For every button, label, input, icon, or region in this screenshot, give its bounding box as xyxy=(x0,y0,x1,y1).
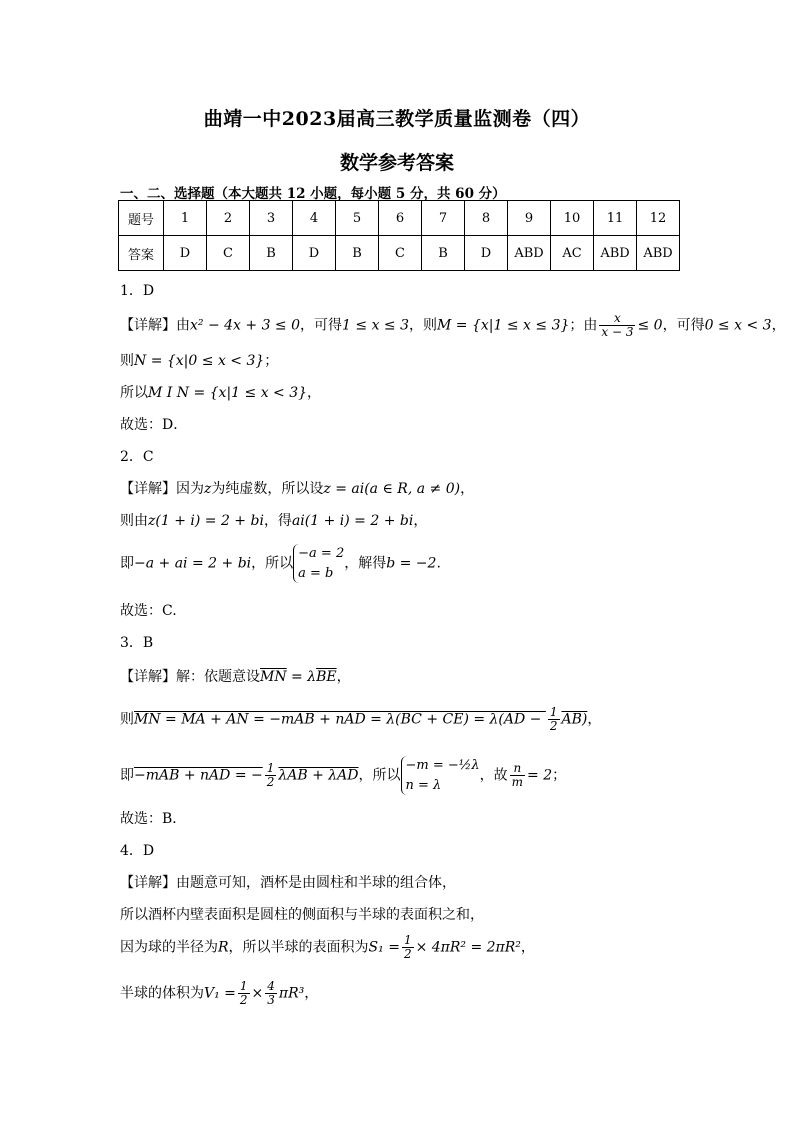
q1-math: 1 ≤ x ≤ 3 xyxy=(342,317,410,334)
system-row: a = b xyxy=(298,565,334,581)
table-cell: 9 xyxy=(508,201,551,236)
q3-equation-system xyxy=(401,756,480,795)
q3-math: = 2 xyxy=(527,767,553,784)
fraction-numerator: 1 xyxy=(239,979,248,993)
page-title: 曲靖一中2023届高三教学质量监测卷（四） xyxy=(203,108,591,130)
q1-math: M I N = {x|1 ≤ x < 3} xyxy=(148,385,308,401)
fraction-numerator: 1 xyxy=(403,933,412,947)
q1-text: 【详解】由 xyxy=(120,317,190,334)
table-cell: 7 xyxy=(422,201,465,236)
table-cell: 8 xyxy=(465,201,508,236)
table-cell: 5 xyxy=(336,201,379,236)
table-cell: B xyxy=(336,236,379,271)
q4-fraction xyxy=(265,980,277,1007)
table-cell: 12 xyxy=(637,201,680,236)
fraction-denominator: m xyxy=(511,775,524,789)
q3-text: ； xyxy=(552,767,567,784)
q2-math: z xyxy=(204,481,212,497)
q1-text: ， xyxy=(771,317,786,334)
q4-text: 半球的体积为 xyxy=(120,985,204,1002)
system-row: n = λ xyxy=(405,777,442,793)
q3-fraction xyxy=(548,706,560,733)
q4-math: R xyxy=(218,939,229,956)
q3-math: MN = MA + AN = −mAB + nAD = λ(BC + CE) = λ(AD − xyxy=(134,711,546,728)
q2-math: ai(1 + i) = 2 + bi xyxy=(291,513,414,529)
section-heading: 一、二、选择题（本大题共 12 小题，每小题 5 分，共 60 分） xyxy=(120,186,506,202)
q3-vector: $\overline{BE}$ xyxy=(316,669,337,685)
q3-math: λAB + λAD xyxy=(278,767,359,784)
q3-math: AB) xyxy=(561,711,588,728)
q2-text: 则由 xyxy=(120,513,148,529)
q4-line3 xyxy=(120,934,535,961)
q4-text: ，所以半球的表面积为 xyxy=(228,939,369,956)
q1-line1 xyxy=(120,312,786,339)
q4-math: × 4πR² = 2πR² xyxy=(415,939,521,956)
q3-math: = λ xyxy=(286,669,317,685)
q2-conclusion: 故选：C. xyxy=(120,603,177,619)
fraction-denominator: 2 xyxy=(403,947,412,962)
fraction-denominator: x − 3 xyxy=(601,325,634,340)
q3-math: −mAB + nAD = − xyxy=(134,767,263,784)
q3-fraction xyxy=(510,762,525,789)
q1-text: ，可得 xyxy=(662,317,705,334)
table-cell: ABD xyxy=(594,236,637,271)
table-cell: 4 xyxy=(293,201,336,236)
q2-line3 xyxy=(120,544,441,583)
q1-conclusion: 故选：D． xyxy=(120,417,188,433)
page-subtitle: 数学参考答案 xyxy=(339,152,454,174)
fraction-denominator: 2 xyxy=(266,775,275,789)
q1-text: ； xyxy=(264,353,279,369)
table-cell: AC xyxy=(551,236,594,271)
q2-text: 为纯虚数，所以设 xyxy=(211,481,324,497)
q3-fraction xyxy=(265,762,277,789)
q3-vector: $\overline{MN}$ xyxy=(260,669,287,685)
fraction-numerator: x xyxy=(599,312,635,326)
q3-line3 xyxy=(120,756,566,795)
fraction-denominator: 3 xyxy=(267,993,275,1008)
q4-text: 因为球的半径为 xyxy=(120,939,218,956)
table-cell: 10 xyxy=(551,201,594,236)
q3-text: 即 xyxy=(120,767,134,784)
q4-line4 xyxy=(120,980,318,1007)
table-cell: B xyxy=(422,236,465,271)
table-cell: 3 xyxy=(250,201,293,236)
table-row-numbers xyxy=(119,201,680,236)
q4-line2: 所以酒杯内壁表面积是圆柱的侧面积与半球的表面积之和， xyxy=(120,907,484,923)
table-cell: 6 xyxy=(379,201,422,236)
q1-line3 xyxy=(120,382,321,402)
q1-text: ， xyxy=(307,385,322,401)
fraction-numerator: n xyxy=(510,762,525,776)
q1-heading: 1．D xyxy=(120,283,155,299)
q1-text: ，可得 xyxy=(300,317,343,334)
q3-text: ， xyxy=(336,669,351,685)
q2-text: . xyxy=(436,555,441,572)
q3-line1 xyxy=(120,666,351,686)
q1-math: ≤ 0 xyxy=(637,317,663,334)
q2-text: ，得 xyxy=(263,513,292,529)
table-header-cell: 题号 xyxy=(119,201,164,236)
q3-text: ，所以 xyxy=(358,767,401,784)
q3-text: 则 xyxy=(120,711,134,728)
q2-math: −a + ai = 2 + bi xyxy=(134,555,252,572)
q2-heading: 2．C xyxy=(120,449,154,465)
q2-math: z = ai(a ∈ R, a ≠ 0) xyxy=(323,481,461,497)
q3-conclusion: 故选：B． xyxy=(120,811,187,827)
q3-line2 xyxy=(120,706,601,733)
fraction-denominator: 2 xyxy=(549,719,558,734)
q1-text: ，则 xyxy=(409,317,438,334)
q2-text: ，所以 xyxy=(251,555,294,572)
fraction-denominator: 2 xyxy=(239,993,248,1008)
q1-line2 xyxy=(120,350,278,370)
q4-math: V₁ = xyxy=(204,985,236,1002)
system-row: −m = −½λ xyxy=(405,758,480,773)
q1-fraction xyxy=(599,312,635,339)
q2-math: b = −2 xyxy=(386,555,437,572)
q4-heading: 4．D xyxy=(120,843,155,859)
q2-text: 【详解】因为 xyxy=(120,481,204,497)
q4-fraction xyxy=(238,980,250,1007)
q3-text: ， xyxy=(587,711,602,728)
q2-line2 xyxy=(120,510,427,530)
answer-table xyxy=(118,200,680,271)
q4-fraction xyxy=(402,934,414,961)
q2-line1 xyxy=(120,478,474,498)
q1-text: 所以 xyxy=(120,385,148,401)
q4-math: × xyxy=(251,985,264,1002)
table-cell: ABD xyxy=(508,236,551,271)
q1-text: ；由 xyxy=(569,317,598,334)
table-cell: ABD xyxy=(637,236,680,271)
table-cell: B xyxy=(250,236,293,271)
q1-math: N = {x|0 ≤ x < 3} xyxy=(134,353,265,369)
table-cell: D xyxy=(164,236,207,271)
q3-text: 【详解】解：依题意设 xyxy=(120,669,260,685)
q2-math: z(1 + i) = 2 + bi xyxy=(148,513,264,529)
q1-math: M = {x|1 ≤ x ≤ 3} xyxy=(437,317,570,334)
fraction-numerator: 1 xyxy=(266,760,275,775)
q3-heading: 3．B xyxy=(120,635,154,651)
fraction-numerator: 4 xyxy=(267,979,275,993)
q2-text: ， xyxy=(460,481,475,497)
q1-text: 则 xyxy=(120,353,134,369)
table-row-answers xyxy=(119,236,680,271)
table-cell: C xyxy=(207,236,250,271)
q2-text: ，解得 xyxy=(344,555,387,572)
system-row: −a = 2 xyxy=(298,546,345,561)
table-cell: 2 xyxy=(207,201,250,236)
fraction-numerator: 1 xyxy=(549,705,558,719)
q3-text: ，故 xyxy=(479,767,508,784)
q2-text: 即 xyxy=(120,555,134,572)
table-cell: D xyxy=(293,236,336,271)
table-cell: C xyxy=(379,236,422,271)
q1-math: x² − 4x + 3 ≤ 0 xyxy=(190,317,301,334)
q1-math: 0 ≤ x < 3 xyxy=(704,317,772,334)
q2-equation-system xyxy=(293,544,344,583)
table-cell: D xyxy=(465,236,508,271)
table-cell: 1 xyxy=(164,201,207,236)
table-header-cell: 答案 xyxy=(119,236,164,271)
q4-text: ， xyxy=(304,985,319,1002)
table-cell: 11 xyxy=(594,201,637,236)
q4-line1: 【详解】由题意可知，酒杯是由圆柱和半球的组合体， xyxy=(120,875,456,891)
q2-text: ， xyxy=(413,513,428,529)
q4-math: πR³ xyxy=(278,985,305,1002)
q4-math: S₁ = xyxy=(368,939,400,956)
q4-text: ， xyxy=(520,939,535,956)
